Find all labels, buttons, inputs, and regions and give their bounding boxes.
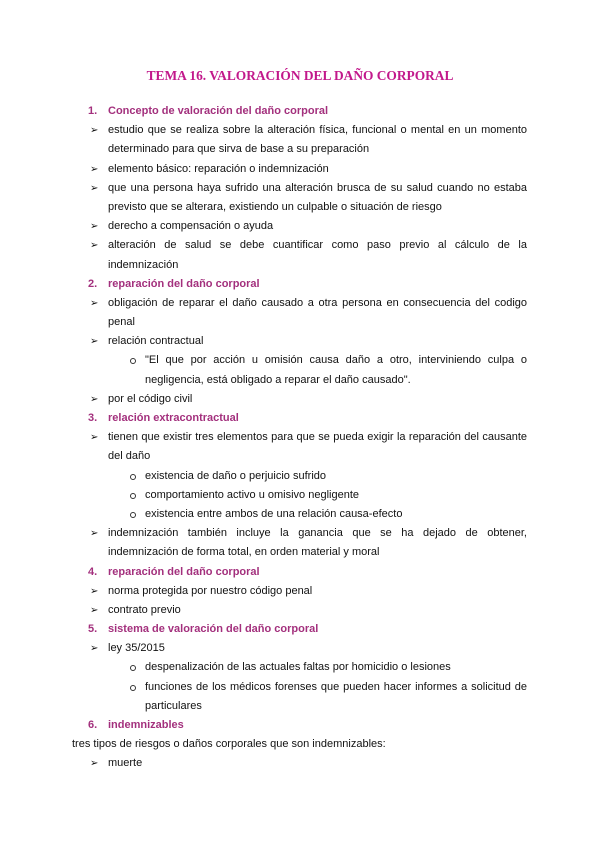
arrow-bullet-icon: ➢ bbox=[90, 163, 99, 175]
arrow-bullet-icon: ➢ bbox=[90, 336, 99, 348]
arrow-bullet-icon: ➢ bbox=[90, 240, 99, 252]
bullet-item: ➢ por el código civil bbox=[0, 390, 600, 409]
section-heading: 3. relación extracontractual bbox=[88, 412, 239, 424]
sub-bullet-item: funciones de los médicos forenses que pueden hacer informes a solicitud de bbox=[0, 678, 600, 697]
arrow-bullet-icon: ➢ bbox=[90, 125, 99, 137]
circle-bullet-icon bbox=[130, 358, 136, 364]
arrow-bullet-icon: ➢ bbox=[90, 297, 99, 309]
bullet-item: ➢ alteración de salud se debe cuantificar como paso previo al cálculo de la bbox=[0, 236, 600, 255]
bullet-continuation: penal bbox=[108, 316, 135, 329]
sub-bullet-continuation: negligencia, está obligado a reparar el daño causado". bbox=[145, 373, 411, 386]
section-heading: 6. indemnizables bbox=[88, 719, 184, 731]
sub-bullet-item: existencia de daño o perjuicio sufrido bbox=[0, 467, 600, 486]
section-heading: 2. reparación del daño corporal bbox=[88, 277, 260, 290]
bullet-item: ➢ que una persona haya sufrido una alteración brusca de su salud cuando no estaba bbox=[0, 179, 600, 198]
circle-bullet-icon bbox=[130, 512, 136, 518]
bullet-continuation: previsto que se alterara, existiendo un culpable o situación de riesgo bbox=[108, 200, 442, 213]
sub-bullet-item: existencia entre ambos de una relación causa-efecto bbox=[0, 505, 600, 524]
section-heading: 5. sistema de valoración del daño corporal bbox=[88, 623, 319, 636]
circle-bullet-icon bbox=[130, 474, 136, 480]
sub-bullet-continuation: particulares bbox=[145, 699, 202, 712]
arrow-bullet-icon: ➢ bbox=[90, 585, 99, 597]
bullet-item: ➢ derecho a compensación o ayuda bbox=[0, 217, 600, 236]
bullet-item: ➢ tienen que existir tres elementos para que se pueda exigir la reparación del causante bbox=[0, 428, 600, 447]
bullet-item: ➢ relación contractual bbox=[0, 332, 600, 351]
bullet-continuation: indemnización de forma total, en orden material y moral bbox=[108, 546, 380, 559]
bullet-item: ➢ obligación de reparar el daño causado a otra persona en consecuencia del codigo bbox=[0, 294, 600, 313]
bullet-item: ➢ muerte bbox=[0, 754, 600, 773]
paragraph: tres tipos de riesgos o daños corporales que son indemnizables: bbox=[72, 738, 386, 751]
bullet-continuation: del daño bbox=[108, 450, 151, 463]
arrow-bullet-icon: ➢ bbox=[90, 643, 99, 655]
bullet-item: ➢ elemento básico: reparación o indemnización bbox=[0, 160, 600, 179]
circle-bullet-icon bbox=[130, 685, 136, 691]
arrow-bullet-icon: ➢ bbox=[90, 604, 99, 616]
sub-bullet-item: comportamiento activo u omisivo negligente bbox=[0, 486, 600, 505]
page-title: TEMA 16. VALORACIÓN DEL DAÑO CORPORAL bbox=[146, 68, 454, 83]
sub-bullet-item: "El que por acción u omisión causa daño a otro, interviniendo culpa o bbox=[0, 351, 600, 370]
arrow-bullet-icon: ➢ bbox=[90, 393, 99, 405]
arrow-bullet-icon: ➢ bbox=[90, 221, 99, 233]
bullet-item: ➢ contrato previo bbox=[0, 601, 600, 620]
arrow-bullet-icon: ➢ bbox=[90, 758, 99, 770]
bullet-continuation: indemnización bbox=[108, 258, 179, 271]
section-heading: 4. reparación del daño corporal bbox=[88, 565, 260, 578]
arrow-bullet-icon: ➢ bbox=[90, 432, 99, 444]
bullet-item: ➢ indemnización también incluye la ganancia que se ha dejado de obtener, bbox=[0, 524, 600, 543]
arrow-bullet-icon: ➢ bbox=[90, 528, 99, 540]
bullet-item: ➢ norma protegida por nuestro código penal bbox=[0, 582, 600, 601]
circle-bullet-icon bbox=[130, 665, 136, 671]
bullet-item: ➢ estudio que se realiza sobre la alteración física, funcional o mental en un momento bbox=[0, 121, 600, 140]
document-body bbox=[0, 102, 600, 774]
bullet-item: ➢ ley 35/2015 bbox=[0, 639, 600, 658]
sub-bullet-item: despenalización de las actuales faltas por homicidio o lesiones bbox=[0, 658, 600, 677]
section-heading: 1. Concepto de valoración del daño corporal bbox=[88, 105, 329, 117]
circle-bullet-icon bbox=[130, 493, 136, 499]
bullet-continuation: determinado para que sirva de base a su preparación bbox=[108, 143, 370, 156]
arrow-bullet-icon: ➢ bbox=[90, 182, 99, 194]
